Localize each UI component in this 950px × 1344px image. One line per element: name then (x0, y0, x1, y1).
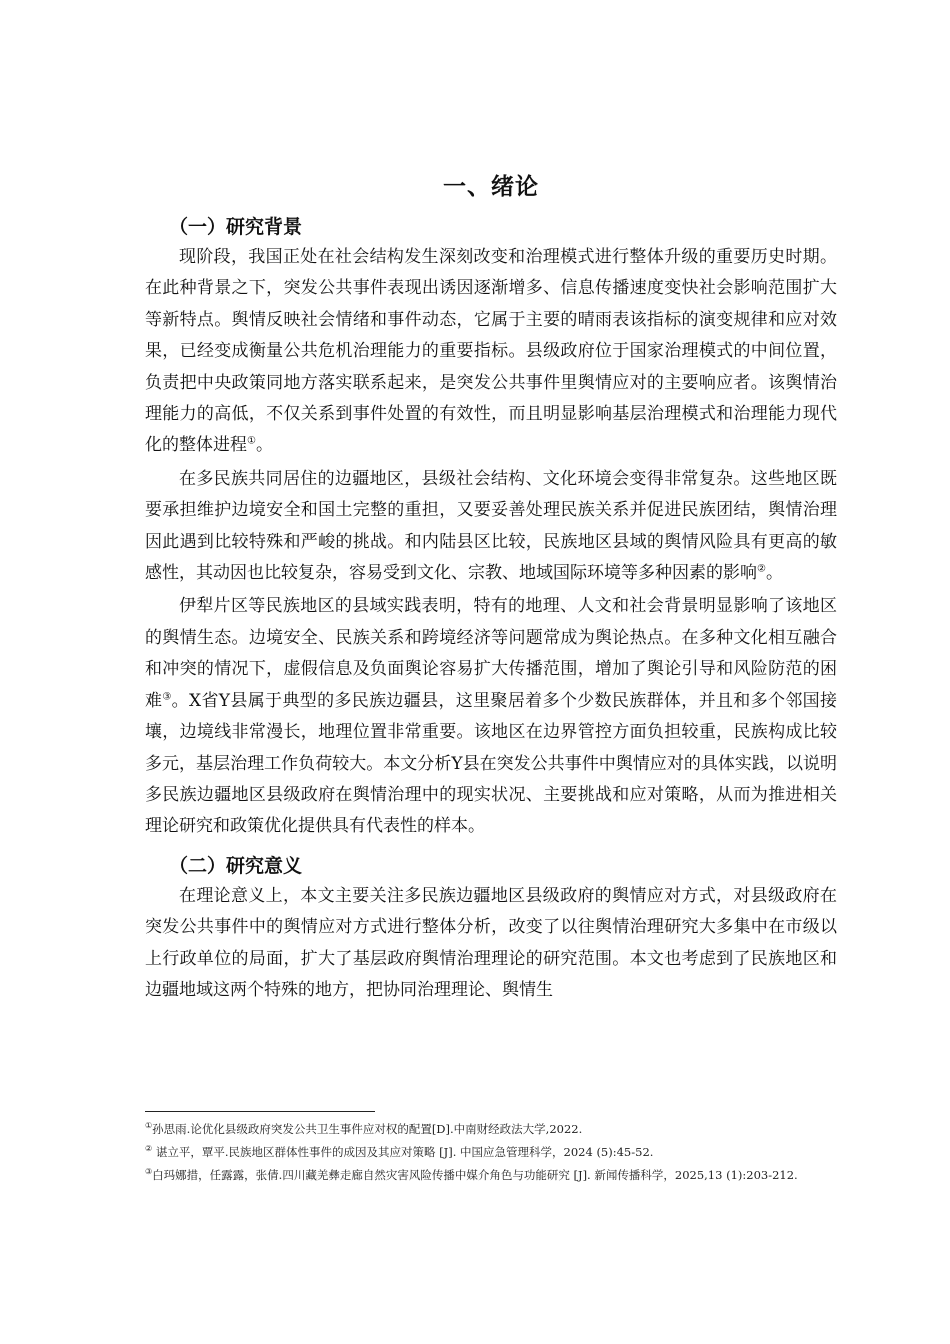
footnote-mark: ③ (145, 1167, 153, 1177)
section-heading-background: （一）研究背景 (169, 216, 303, 238)
footnote-separator (145, 1111, 375, 1112)
paragraph-background-3 (145, 591, 837, 842)
paragraph-background-1 (145, 242, 837, 462)
footnote-1 (145, 1118, 825, 1141)
paragraph-text: 在多民族共同居住的边疆地区，县级社会结构、文化环境会变得非常复杂。这些地区既要承担维护边境安全和国土完整的重担，又要妥善处理民族关系并促进民族团结，舆情治理因此遇到比较特殊和严峻的挑战。和内陆县区比较，民族地区县域的舆情风险具有更高的敏感性，其动因也比较复杂，容易受到文化、宗教、地域国际环境等多种因素的影响 (145, 468, 837, 584)
paragraph-text: 在理论意义上，本文主要关注多民族边疆地区县级政府的舆情应对方式，对县级政府在突发公共事件中的舆情应对方式进行整体分析，改变了以往舆情治理研究大多集中在市级以上行政单位的局面，扩大了基层政府舆情治理理论的研究范围。本文也考虑到了民族地区和边疆地域这两个特殊的地方，把协同治理理论、舆情生 (145, 885, 837, 1000)
main-content (145, 168, 837, 1006)
footnote-ref-2[interactable]: ② (757, 563, 766, 575)
footnote-2 (145, 1141, 825, 1164)
footnotes (145, 1118, 825, 1187)
footnote-ref-1[interactable]: ① (247, 435, 256, 447)
footnote-mark: ① (145, 1121, 153, 1131)
footnote-mark: ② (145, 1144, 153, 1154)
paragraph-text-end: 。 (765, 563, 783, 584)
chapter-title: 一、绪论 (443, 174, 539, 200)
footnote-ref-3[interactable]: ③ (162, 691, 172, 703)
section-heading-significance: （二）研究意义 (169, 854, 303, 877)
paragraph-background-2 (145, 464, 837, 590)
paragraph-text: 伊犁片区等民族地区的县域实践表明，特有的地理、人文和社会背景明显影响了该地区的舆情生态。边境安全、民族关系和跨境经济等问题常成为舆论热点。在多种文化相互融合和冲突的情况下，虚假信息及负面舆论容易扩大传播范围，增加了舆论引导和风险防范的困难 (145, 596, 837, 711)
footnote-3 (145, 1164, 825, 1187)
footnote-text: 白玛娜措，任露露，张倩.四川藏羌彝走廊自然灾害风险传播中媒介角色与功能研究 [J]. 新闻传播科学，2025,13 (1):203-212. (152, 1168, 798, 1182)
paragraph-text-end: 。 (255, 435, 273, 456)
footnote-text: 谌立平，覃平.民族地区群体性事件的成因及其应对策略 [J]. 中国应急管理科学，2024 (5):45-52. (152, 1145, 654, 1159)
paragraph-text: 现阶段，我国正处在社会结构发生深刻改变和治理模式进行整体升级的重要历史时期。在此种背景之下，突发公共事件表现出诱因逐渐增多、信息传播速度变快社会影响范围扩大等新特点。舆情反映社会情绪和事件动态，它属于主要的晴雨表该指标的演变规律和应对效果，已经变成衡量公共危机治理能力的重要指标。县级政府位于国家治理模式的中间位置，负责把中央政策同地方落实联系起来，是突发公共事件里舆情应对的主要响应者。该舆情治理能力的高低，不仅关系到事件处置的有效性，而且明显影响基层治理模式和治理能力现代化的整体进程 (145, 247, 837, 456)
paragraph-significance-1 (145, 881, 837, 1007)
paragraph-text: 。X省Y县属于典型的多民族边疆县，这里聚居着多个少数民族群体，并且和多个邻国接壤，边境线非常漫长，地理位置非常重要。该地区在边界管控方面负担较重，民族构成比较多元，基层治理工作负荷较大。本文分析Y县在突发公共事件中舆情应对的具体实践，以说明多民族边疆地区县级政府在舆情治理中的现实状况、主要挑战和应对策略，从而为推进相关理论研究和政策优化提供具有代表性的样本。 (145, 690, 837, 837)
footnote-text: 孙思雨.论优化县级政府突发公共卫生事件应对权的配置[D].中南财经政法大学,2022. (152, 1122, 583, 1136)
